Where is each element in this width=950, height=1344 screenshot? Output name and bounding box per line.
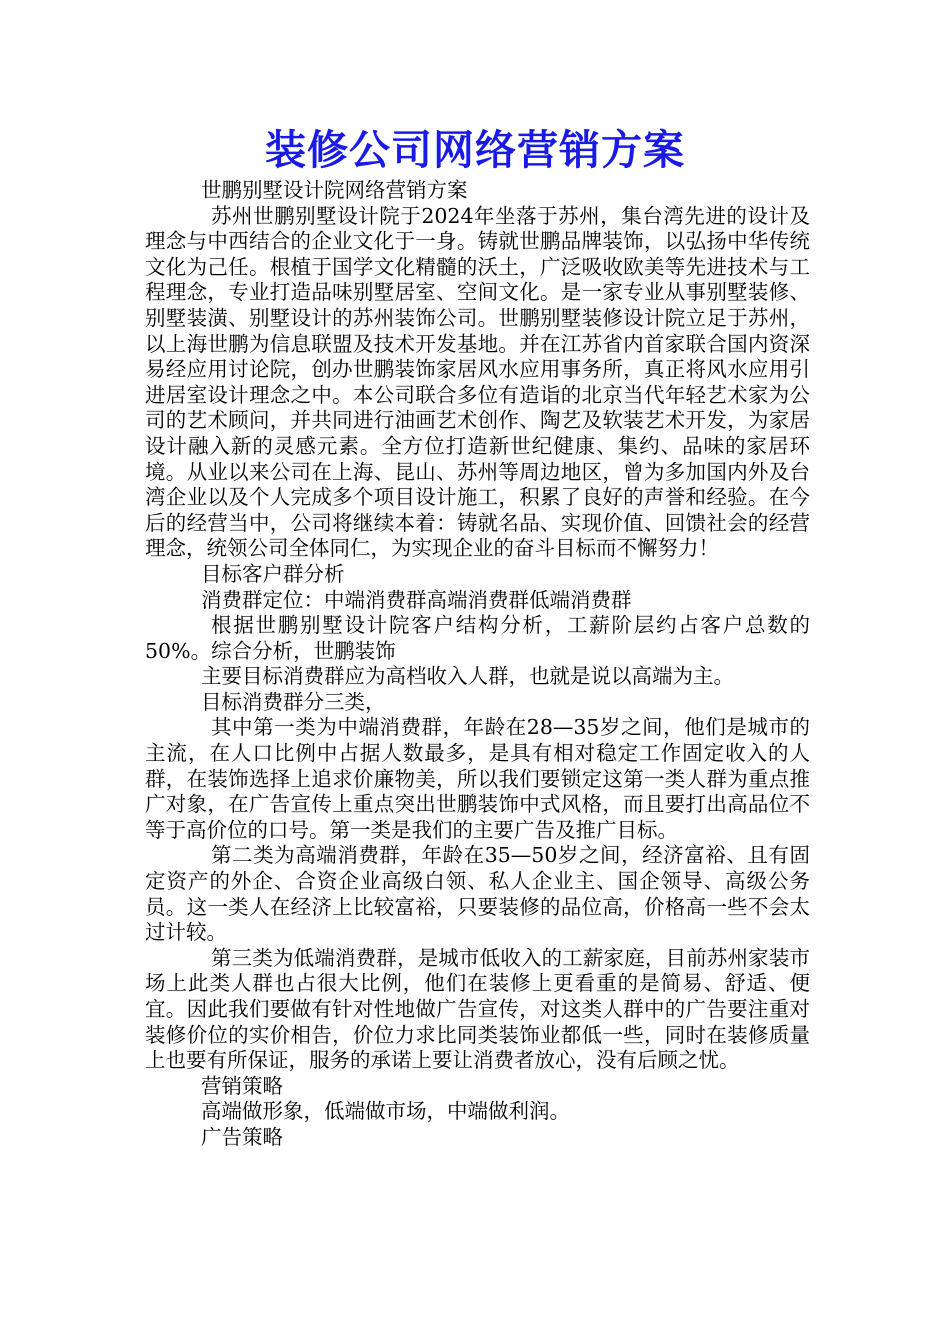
paragraph-customer-structure: 根据世鹏别墅设计院客户结构分析，工薪阶层约占客户总数的50%。综合分析，世鹏装饰 [145, 613, 810, 663]
paragraph-type-one: 其中第一类为中端消费群，年龄在28—35岁之间，他们是城市的主流，在人口比例中占据人数最多，是具有相对稳定工作固定收入的人群，在装饰选择上追求价廉物美，所以我们要锁定这第一类人群为重点推广对象，在广告宣传上重点突出世鹏装饰中式风格，而且要打出高品位不等于高价位的口号。第一类是我们的主要广告及推广目标。 [145, 715, 810, 842]
paragraph-heading-target-customers: 目标客户群分析 [201, 561, 345, 586]
document-body [145, 178, 810, 1151]
paragraph-heading-ad-strategy: 广告策略 [201, 1124, 283, 1149]
paragraph-heading-marketing-strategy: 营销策略 [201, 1073, 283, 1098]
document-subtitle: 世鹏别墅设计院网络营销方案 [201, 178, 468, 202]
paragraph-company-intro: 苏州世鹏别墅设计院于2024年坐落于苏州，集台湾先进的设计及理念与中西结合的企业文化于一身。铸就世鹏品牌装饰，以弘扬中华传统文化为己任。根植于国学文化精髓的沃土，广泛吸收欧美等先进技术与工程理念，专业打造品味别墅居室、空间文化。是一家专业从事别墅装修、别墅装潢、别墅设计的苏州装饰公司。世鹏别墅装修设计院立足于苏州，以上海世鹏为信息联盟及技术开发基地。并在江苏省内首家联合国内资深易经应用讨论院，创办世鹏装饰家居风水应用事务所，真正将风水应用引进居室设计理念之中。本公司联合多位有造诣的北京当代年轻艺术家为公司的艺术顾问，并共同进行油画艺术创作、陶艺及软装艺术开发，为家居设计融入新的灵感元素。全方位打造新世纪健康、集约、品味的家居环境。从业以来公司在上海、昆山、苏州等周边地区，曾为多加国内外及台湾企业以及个人完成多个项目设计施工，积累了良好的声誉和经验。在今后的经营当中，公司将继续本着：铸就名品、实现价值、回馈社会的经营理念，统领公司全体同仁，为实现企业的奋斗目标而不懈努力！ [145, 203, 810, 561]
paragraph-type-three: 第三类为低端消费群，是城市低收入的工薪家庭，目前苏州家装市场上此类人群也占很大比例，他们在装修上更看重的是简易、舒适、便宜。因此我们要做有针对性地做广告宣传，对这类人群中的广告要注重对装修价位的实价相告，价位力求比同类装饰业都低一些，同时在装修质量上也要有所保证，服务的承诺上要让消费者放心，没有后顾之忧。 [145, 945, 810, 1073]
paragraph-consumer-positioning: 消费群定位：中端消费群高端消费群低端消费群 [201, 587, 632, 612]
paragraph-three-types: 目标消费群分三类， [201, 689, 386, 714]
paragraph-marketing-strategy: 高端做形象，低端做市场，中端做利润。 [201, 1099, 570, 1124]
paragraph-type-two: 第二类为高端消费群，年龄在35—50岁之间，经济富裕、且有固定资产的外企、合资企业高级白领、私人企业主、国企领导、高级公务员。这一类人在经济上比较富裕，只要装修的品位高，价格高一些不会太过计较。 [145, 843, 810, 945]
paragraph-main-target: 主要目标消费群应为高档收入人群，也就是说以高端为主。 [201, 664, 734, 689]
document-title: 装修公司网络营销方案 [265, 126, 685, 174]
